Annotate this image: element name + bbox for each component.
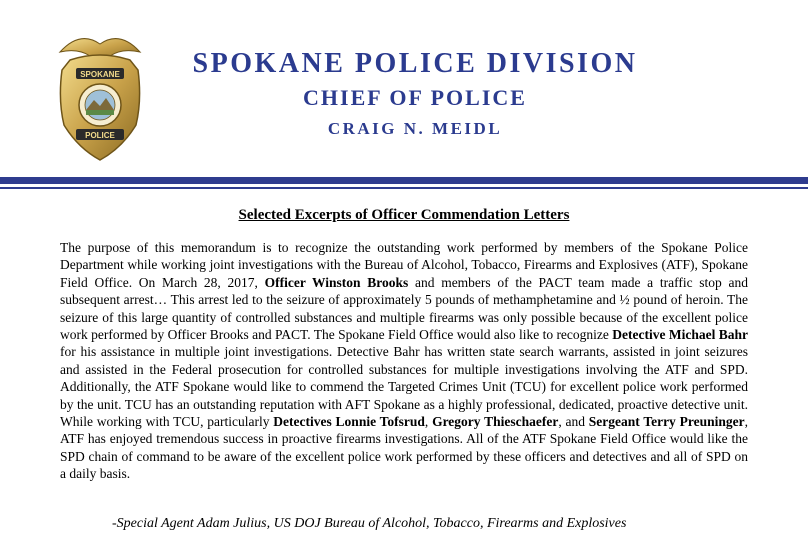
office-heading: CHIEF OF POLICE [303,85,527,110]
header-divider-thin [0,187,808,189]
officer-name: Detectives Lonnie Tofsrud [273,414,425,430]
header-divider-thick [0,177,808,184]
body-text-part: The purpose of this memorandum is to recognize the outstanding work performed by members of the Spokane Police Department while working joint investigations with the Bureau of Alcohol, Tobacco, Firearms and Explosives (ATF), Spokane Field Office. On March 28, 2017, [60,240,748,290]
body-text-part: and members of the PACT team made a traffic stop and subsequent arrest… This arrest led to the seizure of approximately 5 pounds of methamphetamine and ½ pound of heroin. The seizure of this large quantity of controlled substances and multiple firearms was only possible because of the excellent police work performed by Officer Brooks and PACT. The Spokane Field Office would also like to recognize [60,274,748,343]
badge-top-text: SPOKANE [80,70,120,79]
name-separator: , and [558,414,589,430]
document-title: Selected Excerpts of Officer Commendation Letters [238,207,570,223]
body-text-part: for his assistance in multiple joint investigations. Detective Bahr has written state search warrants, assisted in joint seizures and assisted in the Federal prosecution for controlled substances for multiple investigations involving the ATF and SPD. Additionally, the ATF Spokane would like to commend the Targeted Crimes Unit (TCU) for excellent police work performed by the unit. TCU has an outstanding reputation with AFT Spokane as a highly professional, dedicated, proactive detective unit. While working with TCU, particularly [60,344,748,430]
signature-line: -Special Agent Adam Julius, US DOJ Bureau of Alcohol, Tobacco, Firearms and Explosives [112,516,627,531]
spokane-police-badge-logo [50,30,150,165]
badge-bottom-text: POLICE [85,131,115,140]
chief-name: CRAIG N. MEIDL [327,119,503,138]
officer-name: Detective Michael Bahr [612,327,748,343]
name-separator: , [424,414,433,430]
division-heading: SPOKANE POLICE DIVISION [192,48,638,79]
body-text-part: , ATF has enjoyed tremendous success in proactive firearms investigations. All of the ATF Spokane Field Office would like the SPD chain of command to be aware of the excellent police work performed by these officers and detectives and all of SPD on a daily basis. [60,414,748,482]
officer-name: Officer Winston Brooks [264,274,409,290]
officer-name: Sergeant Terry Preuninger [588,414,745,430]
officer-name: Gregory Thieschaefer [432,414,559,430]
commendation-body [60,239,748,483]
